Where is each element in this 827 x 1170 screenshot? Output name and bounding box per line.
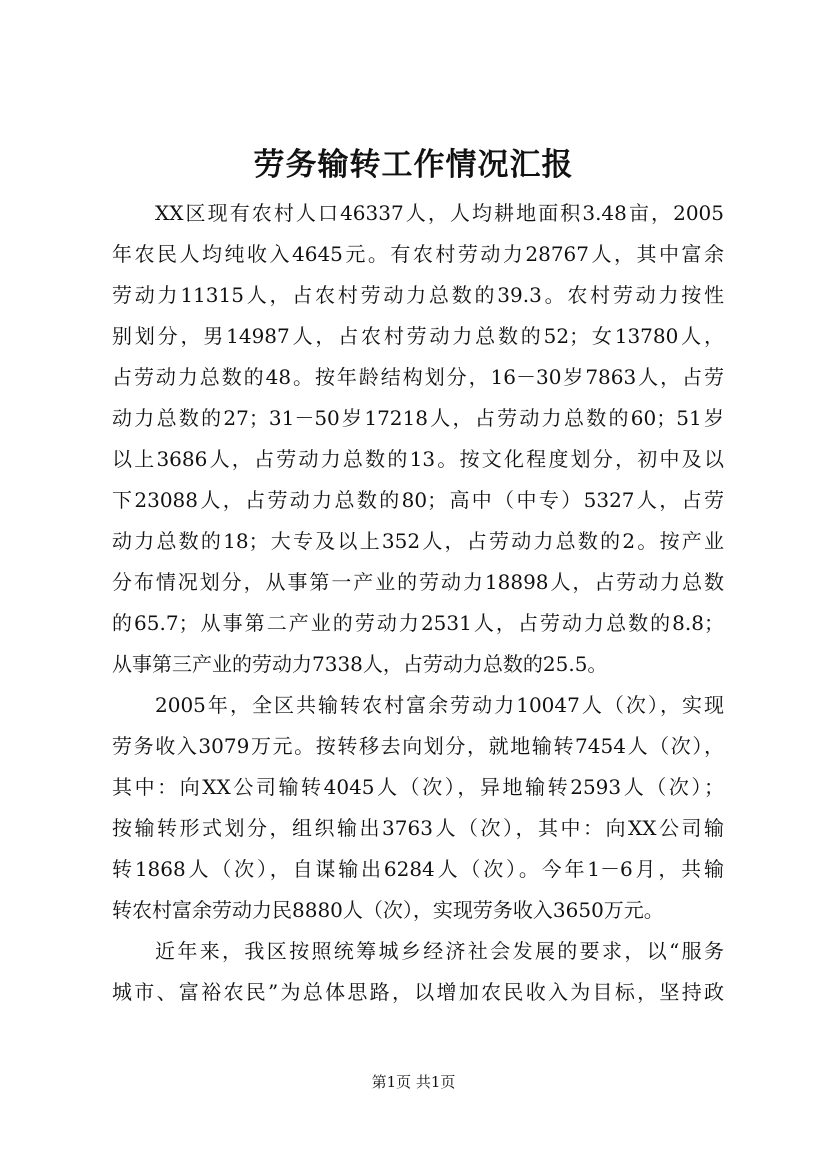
page-footer: 第1页 共1页 (371, 1073, 456, 1091)
paragraph-line: 分布情况划分，从事第一产业的劳动力18898人，占劳动力总数 (112, 570, 724, 594)
paragraph-line: 劳务收入3079万元。按转移去向划分，就地输转7454人（次）， (112, 734, 724, 758)
paragraph-line: 从事第三产业的劳动力7338人，占劳动力总数的25.5。 (112, 652, 608, 676)
paragraph-line: 以上3686人，占劳动力总数的13。按文化程度划分，初中及以 (112, 447, 724, 471)
document-title: 劳务输转工作情况汇报 (253, 147, 574, 183)
paragraph-line: 城市、富裕农民”为总体思路，以增加农民收入为目标，坚持政 (112, 980, 724, 1004)
paragraph-line: 年农民人均纯收入4645元。有农村劳动力28767人，其中富余 (112, 242, 724, 266)
paragraph-line: 转1868人（次），自谋输出6284人（次）。今年1－6月，共输 (112, 857, 724, 881)
paragraph-line: 动力总数的18；大专及以上352人，占劳动力总数的2。按产业 (112, 529, 724, 553)
paragraph-line: 劳动力11315人，占农村劳动力总数的39.3。农村劳动力按性 (112, 283, 724, 307)
document-body (112, 193, 724, 1013)
paragraph-line: 近年来，我区按照统筹城乡经济社会发展的要求，以“服务 (155, 939, 724, 963)
paragraph-line: 2005年，全区共输转农村富余劳动力10047人（次），实现 (155, 693, 724, 717)
paragraph-line: 动力总数的27；31－50岁17218人，占劳动力总数的60；51岁 (112, 406, 724, 430)
paragraph-line: 的65.7；从事第二产业的劳动力2531人，占劳动力总数的8.8； (112, 611, 724, 635)
paragraph-line: XX区现有农村人口46337人，人均耕地面积3.48亩，2005 (155, 201, 724, 225)
paragraph-line: 其中：向XX公司输转4045人（次），异地输转2593人（次）； (112, 775, 724, 799)
paragraph-line: 转农村富余劳动力民8880人（次），实现劳务收入3650万元。 (112, 898, 664, 922)
paragraph-line: 按输转形式划分，组织输出3763人（次），其中：向XX公司输 (112, 816, 724, 840)
paragraph-line: 下23088人，占劳动力总数的80；高中（中专）5327人，占劳 (112, 488, 724, 512)
paragraph-line: 占劳动力总数的48。按年龄结构划分，16－30岁7863人，占劳 (112, 365, 724, 389)
paragraph-line: 别划分，男14987人，占农村劳动力总数的52；女13780人， (112, 324, 724, 348)
